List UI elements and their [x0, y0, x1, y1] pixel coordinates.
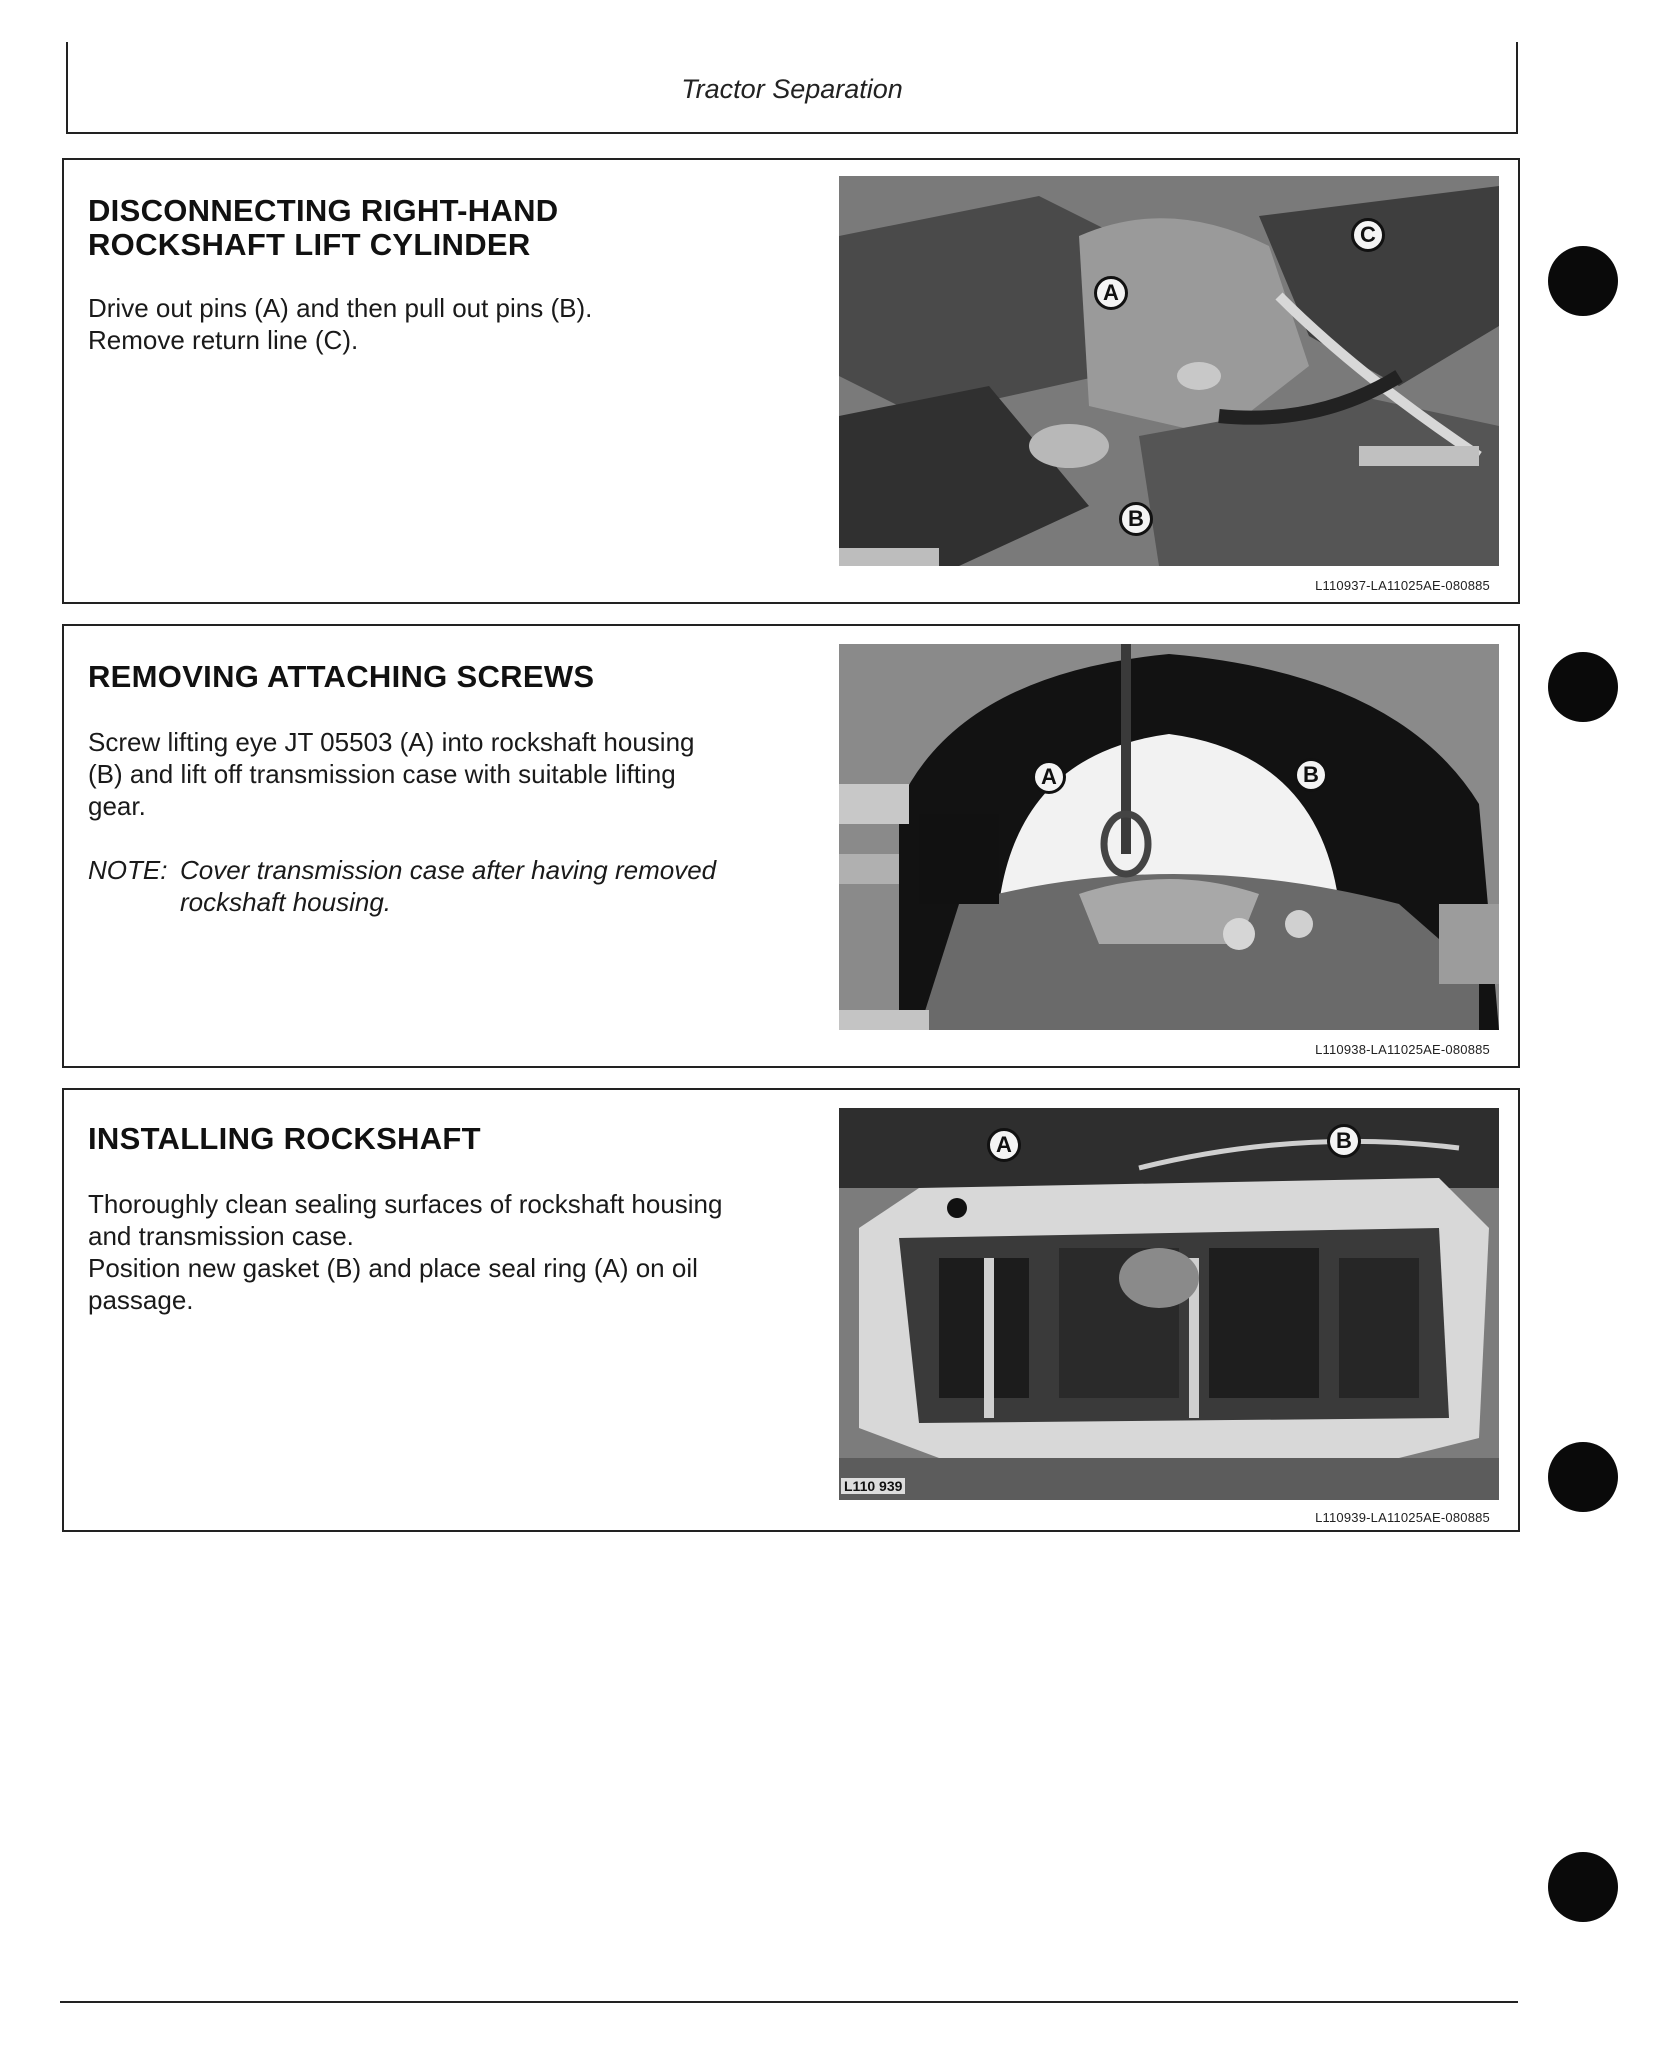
section-title: REMOVING ATTACHING SCREWS: [88, 659, 595, 694]
body-line: (B) and lift off transmission case with suitable lifting: [88, 759, 676, 789]
section-installing-rockshaft: [62, 1088, 1520, 1532]
section-title: INSTALLING ROCKSHAFT: [88, 1121, 481, 1156]
note-line1: Cover transmission case after having removed: [180, 855, 717, 885]
callout-b: B: [1119, 502, 1153, 536]
photo-lift-cylinder: [839, 176, 1499, 566]
body-line: Position new gasket (B) and place seal ring (A) on oil: [88, 1253, 698, 1283]
body-line: Drive out pins (A) and then pull out pins (B).: [88, 293, 593, 323]
running-header: [66, 42, 1518, 134]
figure-id: L110938-LA11025AE-080885: [1315, 1042, 1490, 1057]
section-title-line2: ROCKSHAFT LIFT CYLINDER: [88, 227, 531, 262]
callout-b: B: [1294, 758, 1328, 792]
section-title: [88, 194, 808, 262]
photo-illustration: [839, 176, 1499, 566]
body-line: Thoroughly clean sealing surfaces of rockshaft housing: [88, 1189, 723, 1219]
body-line: Screw lifting eye JT 05503 (A) into rockshaft housing: [88, 727, 695, 757]
note-line2: rockshaft housing.: [180, 887, 392, 917]
section-disconnecting-lift-cylinder: [62, 158, 1520, 604]
body-line: and transmission case.: [88, 1221, 354, 1251]
binder-hole-1: [1548, 246, 1618, 316]
note-label: NOTE:: [88, 855, 168, 885]
body-line: gear.: [88, 791, 146, 821]
callout-c: C: [1351, 218, 1385, 252]
footer-rule: [60, 2001, 1518, 2003]
photo-attaching-screws: [839, 644, 1499, 1030]
section-body: [88, 726, 818, 822]
section-removing-attaching-screws: [62, 624, 1520, 1068]
photo-illustration: [839, 644, 1499, 1030]
note: [88, 854, 818, 918]
figure-id: L110939-LA11025AE-080885: [1315, 1510, 1490, 1525]
photo-installing-rockshaft: [839, 1108, 1499, 1500]
section-body: [88, 1188, 818, 1316]
page-header-title: Tractor Separation: [681, 74, 903, 104]
callout-a: A: [1094, 276, 1128, 310]
binder-hole-2: [1548, 652, 1618, 722]
figure-id: L110937-LA11025AE-080885: [1315, 578, 1490, 593]
body-line: passage.: [88, 1285, 194, 1315]
photo-code: L110 939: [841, 1478, 905, 1494]
callout-a: A: [987, 1128, 1021, 1162]
callout-b: B: [1327, 1124, 1361, 1158]
binder-hole-4: [1548, 1852, 1618, 1922]
photo-illustration: [839, 1108, 1499, 1500]
binder-hole-3: [1548, 1442, 1618, 1512]
callout-a: A: [1032, 760, 1066, 794]
section-body: [88, 292, 818, 356]
body-line: Remove return line (C).: [88, 325, 359, 355]
section-title-line1: DISCONNECTING RIGHT-HAND: [88, 193, 559, 228]
